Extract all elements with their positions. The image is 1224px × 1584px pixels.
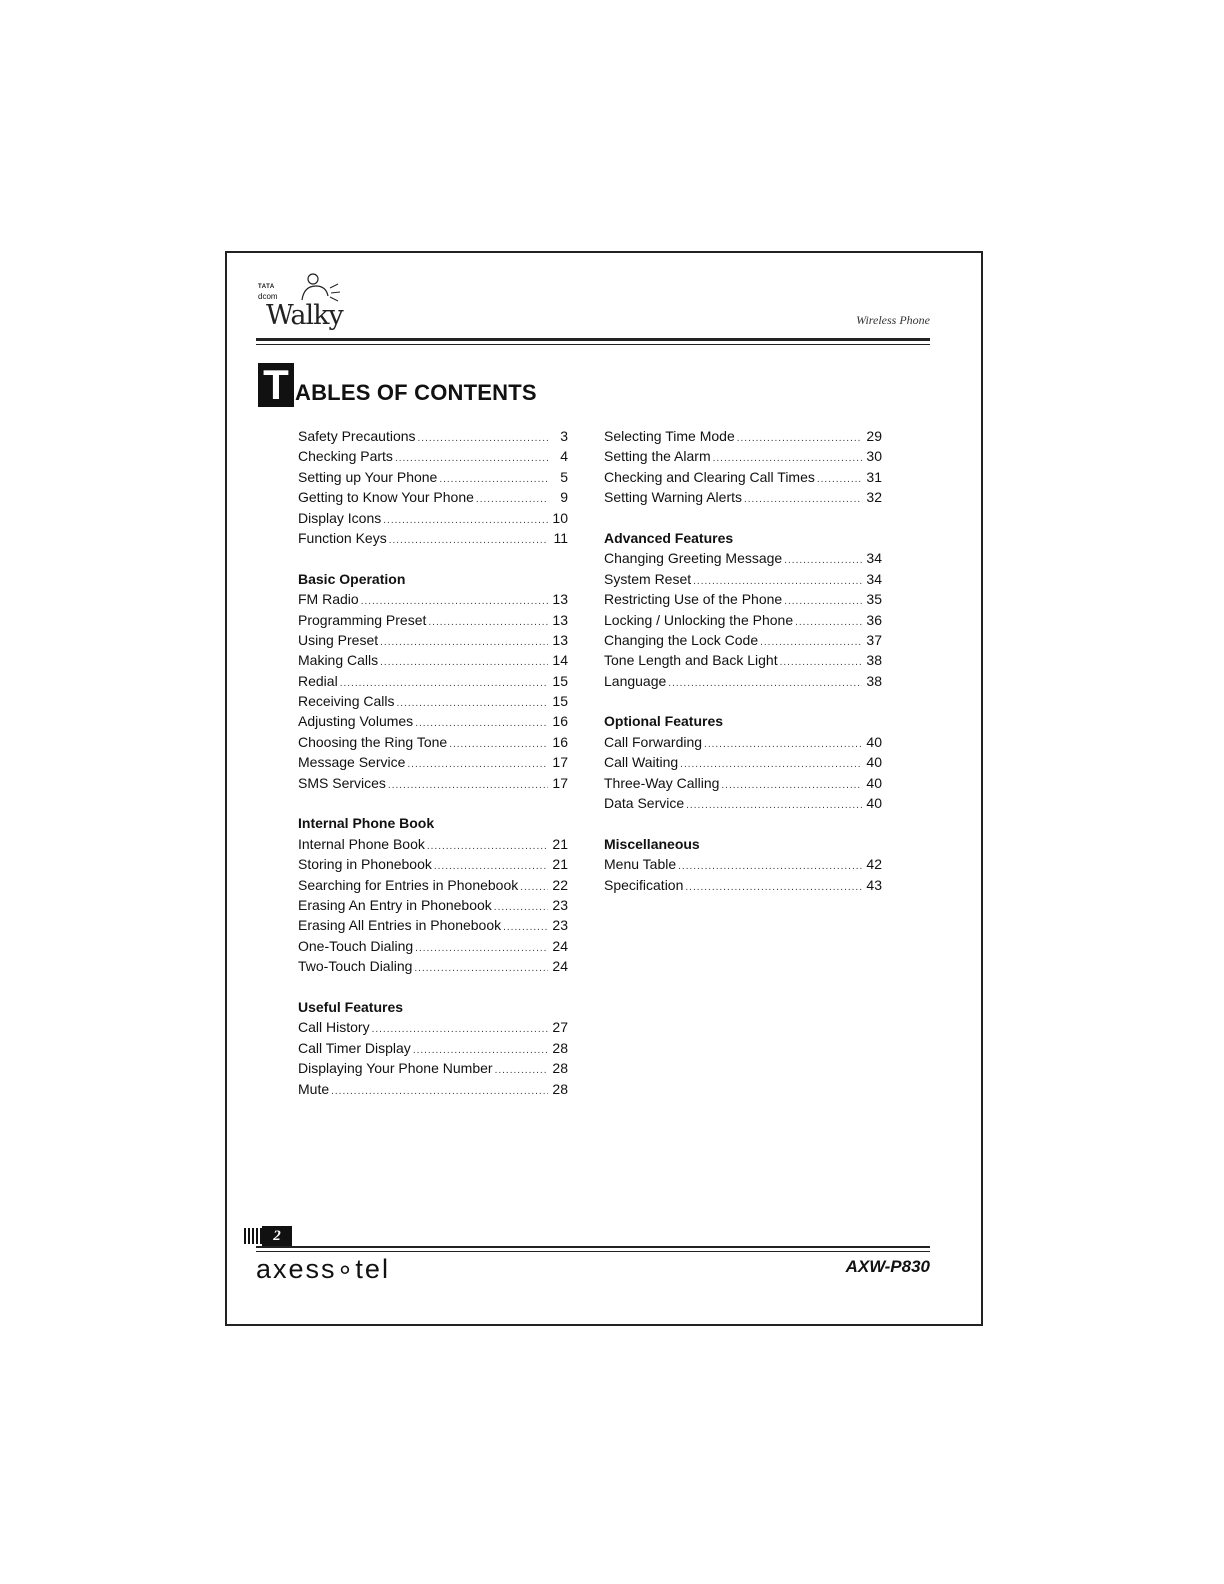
footer-brand: axess∘tel bbox=[256, 1254, 390, 1284]
toc-entry-title: One-Touch Dialing bbox=[298, 937, 414, 954]
toc-entry-page: 40 bbox=[866, 795, 882, 812]
toc-entry bbox=[604, 752, 882, 772]
toc-entry bbox=[604, 875, 882, 895]
toc-entry bbox=[604, 732, 882, 752]
toc-entry-page: 16 bbox=[552, 733, 568, 750]
footer-rule bbox=[256, 1246, 930, 1248]
toc-entry bbox=[298, 854, 568, 874]
toc-entry bbox=[604, 773, 882, 793]
toc-leader-dots bbox=[383, 511, 548, 531]
toc-entry bbox=[298, 895, 568, 915]
logo-tata-text: TATA bbox=[258, 284, 275, 290]
toc-entry bbox=[604, 467, 882, 487]
page-number-hatch bbox=[244, 1228, 262, 1244]
toc-leader-dots bbox=[418, 429, 548, 449]
toc-entry-page: 17 bbox=[552, 754, 568, 771]
toc-entry bbox=[604, 446, 882, 466]
toc-entry-title: Displaying Your Phone Number bbox=[298, 1060, 493, 1077]
toc-entry-page: 37 bbox=[866, 631, 882, 648]
title-initial: T bbox=[258, 363, 294, 407]
toc-entry-page: 36 bbox=[866, 611, 882, 628]
toc-leader-dots bbox=[476, 490, 548, 510]
toc-entry-title: Call Waiting bbox=[604, 754, 679, 771]
footer-rule-thin bbox=[256, 1251, 930, 1252]
section-heading: Advanced Features bbox=[604, 529, 734, 546]
toc-entry-page: 3 bbox=[560, 428, 568, 444]
toc-leader-dots bbox=[744, 490, 862, 510]
toc-entry bbox=[298, 446, 568, 466]
toc-entry bbox=[298, 508, 568, 528]
toc-entry bbox=[298, 875, 568, 895]
toc-entry-title: Redial bbox=[298, 672, 338, 689]
toc-entry-title: Storing in Phonebook bbox=[298, 856, 432, 873]
toc-leader-dots bbox=[678, 857, 862, 877]
toc-leader-dots bbox=[784, 551, 862, 571]
toc-leader-dots bbox=[686, 796, 862, 816]
toc-entry bbox=[298, 915, 568, 935]
toc-leader-dots bbox=[427, 837, 548, 857]
toc-entry-title: Checking and Clearing Call Times bbox=[604, 468, 815, 485]
toc-entry-title: Specification bbox=[604, 876, 684, 893]
toc-entry-page: 40 bbox=[866, 733, 882, 750]
toc-entry-page: 13 bbox=[552, 591, 568, 608]
page-title bbox=[258, 363, 537, 407]
toc-entry-page: 4 bbox=[560, 448, 568, 465]
toc-entry-title: Programming Preset bbox=[298, 611, 427, 628]
toc-entry bbox=[298, 1058, 568, 1078]
toc-entry-title: Three-Way Calling bbox=[604, 774, 720, 791]
toc-entry-page: 42 bbox=[866, 856, 882, 873]
toc-entry-title: Erasing An Entry in Phonebook bbox=[298, 896, 492, 913]
toc-entry-title: Adjusting Volumes bbox=[298, 713, 414, 730]
toc-entry-title: Language bbox=[604, 672, 667, 689]
toc-entry bbox=[298, 752, 568, 772]
toc-entry bbox=[298, 528, 568, 548]
toc-entry-title: Searching for Entries in Phonebook bbox=[298, 876, 519, 893]
toc-entry-title: Internal Phone Book bbox=[298, 835, 425, 852]
page-number: 2 bbox=[262, 1226, 292, 1246]
toc-entry-page: 15 bbox=[552, 672, 568, 689]
toc-leader-dots bbox=[780, 653, 862, 673]
toc-leader-dots bbox=[737, 429, 862, 449]
toc-entry-page: 14 bbox=[552, 652, 568, 669]
toc-entry-title: FM Radio bbox=[298, 591, 359, 608]
section-heading: Internal Phone Book bbox=[298, 815, 435, 832]
toc-entry-title: Using Preset bbox=[298, 631, 379, 648]
toc-leader-dots bbox=[784, 592, 862, 612]
toc-entry-title: Message Service bbox=[298, 754, 406, 771]
toc-entry bbox=[604, 671, 882, 691]
toc-entry-page: 27 bbox=[552, 1019, 568, 1036]
toc-entry bbox=[298, 589, 568, 609]
section-heading: Miscellaneous bbox=[604, 835, 700, 852]
toc-entry-title: Selecting Time Mode bbox=[604, 428, 735, 444]
toc-entry-title: Checking Parts bbox=[298, 448, 393, 465]
toc-entry-page: 10 bbox=[552, 509, 568, 526]
toc-entry bbox=[604, 487, 882, 507]
toc-entry bbox=[298, 691, 568, 711]
toc-leader-dots bbox=[396, 694, 548, 714]
toc-entry-title: Mute bbox=[298, 1080, 330, 1097]
toc-entry-title: Restricting Use of the Phone bbox=[604, 591, 783, 608]
toc-entry-title: Setting up Your Phone bbox=[298, 468, 438, 485]
toc-entry-page: 40 bbox=[866, 774, 882, 791]
toc-entry bbox=[604, 426, 882, 446]
toc-entry-title: SMS Services bbox=[298, 774, 386, 791]
footer-model: AXW-P830 bbox=[845, 1257, 930, 1276]
toc-leader-dots bbox=[494, 898, 548, 918]
toc-entry-page: 40 bbox=[866, 754, 882, 771]
toc-entry-title: Safety Precautions bbox=[298, 428, 416, 444]
toc-leader-dots bbox=[503, 918, 548, 938]
toc-entry bbox=[604, 589, 882, 609]
toc-entry-title: Getting to Know Your Phone bbox=[298, 489, 474, 506]
toc-entry bbox=[298, 732, 568, 752]
toc-entry-page: 31 bbox=[866, 468, 882, 485]
toc-entry-page: 24 bbox=[552, 937, 568, 954]
toc-entry-title: Function Keys bbox=[298, 529, 387, 546]
toc-leader-dots bbox=[415, 939, 548, 959]
toc-entry bbox=[298, 711, 568, 731]
toc-leader-dots bbox=[380, 633, 548, 653]
toc-entry bbox=[298, 834, 568, 854]
toc-entry bbox=[298, 426, 568, 446]
toc-entry-title: Call Forwarding bbox=[604, 733, 703, 750]
toc-entry-page: 43 bbox=[866, 876, 882, 893]
toc-leader-dots bbox=[685, 878, 862, 898]
toc-entry-page: 28 bbox=[552, 1039, 568, 1056]
toc-leader-dots bbox=[380, 653, 548, 673]
toc-entry-page: 38 bbox=[866, 672, 882, 689]
toc-entry-page: 35 bbox=[866, 591, 882, 608]
toc-entry-page: 17 bbox=[552, 774, 568, 791]
toc-leader-dots bbox=[668, 674, 862, 694]
toc-entry-title: Two-Touch Dialing bbox=[298, 958, 413, 975]
logo-product-text: Walky bbox=[266, 300, 343, 331]
toc-entry-page: 21 bbox=[552, 835, 568, 852]
toc-entry-page: 28 bbox=[552, 1080, 568, 1097]
section-heading: Optional Features bbox=[604, 713, 724, 730]
toc-entry bbox=[604, 610, 882, 630]
toc-entry bbox=[298, 467, 568, 487]
toc-entry-page: 22 bbox=[552, 876, 568, 893]
toc-entry bbox=[298, 630, 568, 650]
toc-leader-dots bbox=[331, 1082, 548, 1102]
toc-leader-dots bbox=[721, 776, 862, 796]
toc-leader-dots bbox=[795, 613, 862, 633]
toc-entry-title: Making Calls bbox=[298, 652, 379, 669]
toc-entry-page: 34 bbox=[866, 550, 882, 567]
toc-entry-title: Erasing All Entries in Phonebook bbox=[298, 917, 502, 934]
page-number-badge bbox=[244, 1226, 292, 1246]
toc-entry-title: Menu Table bbox=[604, 856, 677, 873]
toc-entry-page: 23 bbox=[552, 917, 568, 934]
toc-entry-title: Display Icons bbox=[298, 509, 382, 526]
toc-entry-title: Call Timer Display bbox=[298, 1039, 411, 1056]
toc-leader-dots bbox=[817, 470, 862, 490]
toc-entry-page: 9 bbox=[560, 489, 568, 506]
toc-leader-dots bbox=[414, 959, 548, 979]
toc-column-left bbox=[298, 426, 568, 1099]
toc-entry bbox=[298, 936, 568, 956]
header-rule bbox=[256, 338, 930, 341]
toc-entry bbox=[298, 1079, 568, 1099]
toc-entry bbox=[298, 773, 568, 793]
toc-entry bbox=[298, 487, 568, 507]
toc-entry bbox=[604, 630, 882, 650]
toc-leader-dots bbox=[428, 613, 548, 633]
toc-leader-dots bbox=[449, 735, 548, 755]
toc-entry-page: 11 bbox=[553, 529, 568, 546]
toc-entry-title: Changing the Lock Code bbox=[604, 631, 759, 648]
toc-leader-dots bbox=[495, 1061, 548, 1081]
toc-entry-title: Call History bbox=[298, 1019, 370, 1036]
header-section-label: Wireless Phone bbox=[856, 313, 930, 327]
toc-leader-dots bbox=[389, 531, 548, 551]
toc-entry bbox=[298, 650, 568, 670]
toc-entry bbox=[604, 548, 882, 568]
toc-entry-page: 24 bbox=[552, 958, 568, 975]
toc-leader-dots bbox=[388, 776, 548, 796]
toc-entry-page: 21 bbox=[552, 856, 568, 873]
title-text: ABLES OF CONTENTS bbox=[295, 380, 537, 405]
toc-entry-title: Data Service bbox=[604, 795, 685, 812]
toc-entry-title: Setting Warning Alerts bbox=[604, 489, 742, 506]
toc-entry bbox=[604, 793, 882, 813]
toc-entry-title: Tone Length and Back Light bbox=[604, 652, 778, 669]
toc-entry-page: 32 bbox=[866, 489, 882, 506]
toc-entry bbox=[298, 671, 568, 691]
toc-entry-page: 15 bbox=[552, 693, 568, 710]
toc-entry-title: System Reset bbox=[604, 570, 692, 587]
toc-leader-dots bbox=[520, 878, 548, 898]
toc-entry bbox=[298, 956, 568, 976]
toc-entry-title: Changing Greeting Message bbox=[604, 550, 783, 567]
toc-entry-page: 5 bbox=[560, 468, 568, 485]
toc-entry-page: 30 bbox=[866, 448, 882, 465]
toc-entry bbox=[298, 1017, 568, 1037]
header-rule-thin bbox=[256, 344, 930, 345]
toc-entry-page: 29 bbox=[866, 428, 882, 444]
toc-entry-page: 13 bbox=[552, 611, 568, 628]
toc-entry bbox=[604, 854, 882, 874]
toc-entry bbox=[298, 610, 568, 630]
toc-entry-page: 16 bbox=[552, 713, 568, 730]
toc-entry-title: Choosing the Ring Tone bbox=[298, 733, 448, 750]
toc-entry-page: 28 bbox=[552, 1060, 568, 1077]
toc-entry bbox=[604, 569, 882, 589]
toc-entry-title: Locking / Unlocking the Phone bbox=[604, 611, 794, 628]
toc-leader-dots bbox=[704, 735, 862, 755]
toc-entry-page: 34 bbox=[866, 570, 882, 587]
walky-logo bbox=[256, 272, 356, 334]
logo-company-text: dcom bbox=[258, 292, 278, 301]
section-heading: Basic Operation bbox=[298, 570, 406, 587]
toc-entry bbox=[298, 1038, 568, 1058]
toc-leader-dots bbox=[407, 755, 548, 775]
toc-entry-page: 13 bbox=[552, 631, 568, 648]
toc-entry-title: Setting the Alarm bbox=[604, 448, 711, 465]
toc-entry-page: 38 bbox=[866, 652, 882, 669]
toc-entry bbox=[604, 650, 882, 670]
toc-entry-title: Receiving Calls bbox=[298, 693, 395, 710]
toc-entry-page: 23 bbox=[552, 896, 568, 913]
section-heading: Useful Features bbox=[298, 998, 404, 1015]
toc-column-right bbox=[604, 426, 882, 895]
